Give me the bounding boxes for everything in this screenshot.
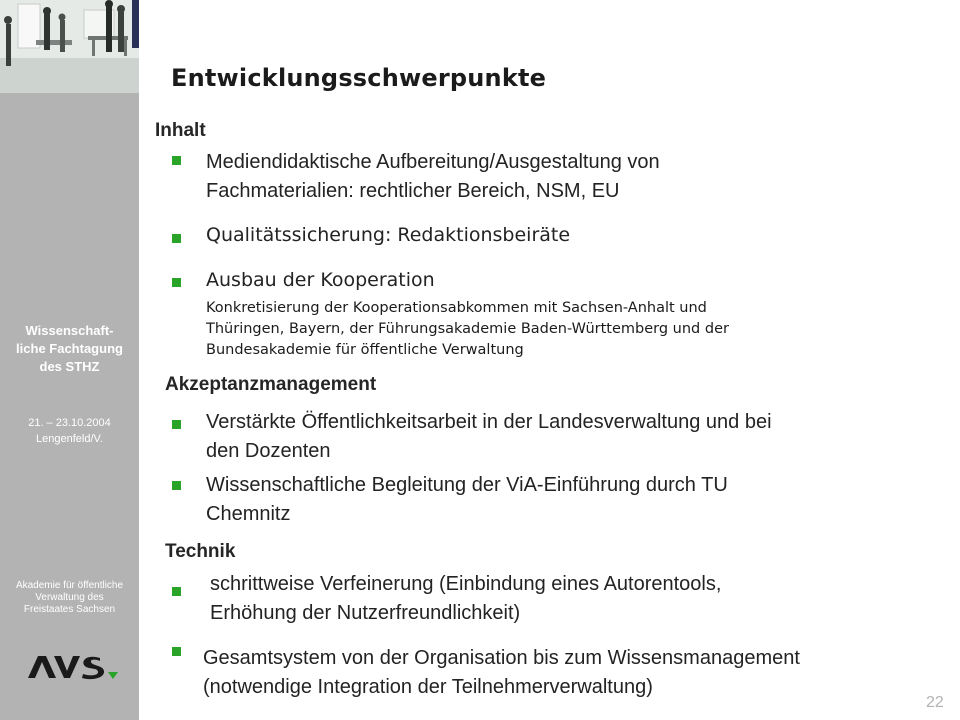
final-item-line1: Gesamtsystem von der Organisation bis zum Wissensmanagement (203, 647, 800, 669)
conference-title: Wissenschaft-liche Fachtagung des STHZ (16, 323, 123, 374)
inhalt-item3: Ausbau der Kooperation (206, 269, 435, 291)
bullet-icon (172, 278, 181, 287)
conference-location: Lengenfeld/V. (36, 433, 103, 445)
bullet-icon (172, 156, 181, 165)
bullet-icon (172, 420, 181, 429)
subtext-line: Konkretisierung der Kooperationsabkommen mit Sachsen-Anhalt und (206, 300, 707, 316)
conference-date-location (0, 415, 139, 447)
page-number: 22 (926, 694, 944, 711)
technik-item1-line1: schrittweise Verfeinerung (Einbindung eines Autorentools, (210, 573, 722, 595)
inhalt-item3-subtext (206, 298, 729, 361)
akzeptanz-item1-line2: den Dozenten (206, 440, 331, 462)
akzeptanz-item2-line2: Chemnitz (206, 503, 291, 525)
conference-dates: 21. – 23.10.2004 (28, 417, 111, 429)
inhalt-item1-line2: Fachmaterialien: rechtlicher Bereich, NSM, EU (206, 180, 620, 202)
bullet-icon (172, 587, 181, 596)
subtext-line: Bundesakademie für öffentliche Verwaltung (206, 342, 524, 358)
academy-name: Akademie für öffentliche Verwaltung des Freistaates Sachsen (15, 580, 124, 615)
avs-logo-text: AVS (26, 654, 28, 655)
bullet-icon (172, 647, 181, 656)
bullet-icon (172, 234, 181, 243)
section-heading-technik: Technik (165, 541, 236, 562)
subtext-line: Thüringen, Bayern, der Führungsakademie Baden-Württemberg und der (206, 321, 729, 337)
inhalt-item2: Qualitätssicherung: Redaktionsbeiräte (206, 224, 571, 246)
bullet-icon (172, 481, 181, 490)
section-heading-inhalt: Inhalt (155, 120, 206, 141)
photo-frame-accent (132, 0, 139, 48)
akzeptanz-item2-line1: Wissenschaftliche Begleitung der ViA-Einführung durch TU (206, 474, 728, 496)
avs-logo-icon (26, 654, 120, 680)
slide-title: Entwicklungsschwerpunkte (171, 64, 547, 92)
header-photo (0, 0, 139, 93)
section-heading-akzeptanz: Akzeptanzmanagement (165, 374, 377, 395)
akzeptanz-item1-line1: Verstärkte Öffentlichkeitsarbeit in der Landesverwaltung und bei (206, 411, 772, 433)
technik-item1-line2: Erhöhung der Nutzerfreundlichkeit) (210, 602, 521, 624)
inhalt-item1-line1: Mediendidaktische Aufbereitung/Ausgestaltung von (206, 151, 660, 173)
people-photo-illustration (0, 0, 139, 93)
sidebar (0, 0, 139, 720)
final-item-line2: (notwendige Integration der Teilnehmerverwaltung) (203, 676, 653, 698)
